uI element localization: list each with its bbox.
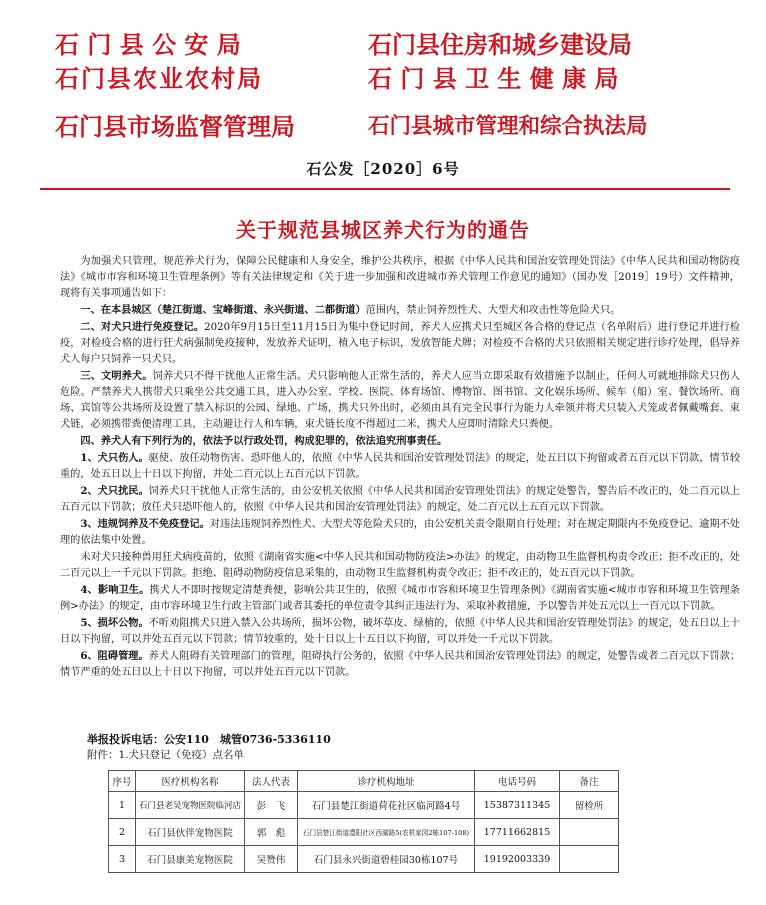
col-header-clinic-name: 医疗机构名称 xyxy=(136,771,245,792)
col-header-index: 序号 xyxy=(109,771,136,792)
paragraph-sub-2: 2、犬只扰民。饲养犬只干扰他人正常生活的，由公安机关依照《中华人民共和国治安管理处罚法》的规定处警告，警告后不改正的，处二百元以上五百元以下罚款；放任犬只恐吓他人的，依照《中华人民共和国治安管理处罚法》的规定，处二百元以上五百元以下罚款。 xyxy=(60,485,740,513)
cell-clinic-name: 石门县老吴宠物医院临河店 xyxy=(136,792,245,819)
header-agency-left-3: 石门县市场监督管理局 xyxy=(55,112,295,141)
paragraph-sub-3: 3、违规饲养及不免疫登记。对违法违规饲养烈性犬、大型犬等危险犬只的，由公安机关责令限期自行处理；对在规定期限内不免疫登记、逾期不处理的依法集中处置。 xyxy=(60,518,740,546)
paragraph-intro: 为加强犬只管理，规范养犬行为，保障公民健康和人身安全，维护公共秩序，根据《中华人民共和国治安管理处罚法》《中华人民共和国动物防疫法》《城市市容和环境卫生管理条例》等有关法律规定和《关于进一步加强和改进城市养犬管理工作意见的通知》（国办发［2019］19号）文件精神，现将有关事项通告如下： xyxy=(60,256,740,299)
cell-legal-rep: 郭 彪 xyxy=(245,819,298,846)
cell-legal-rep: 吴赞伟 xyxy=(245,846,298,873)
paragraph-sub-6: 6、阻碍管理。养犬人阻碍有关管理部门的管理，阻碍执行公务的，依照《中华人民共和国治安管理处罚法》的规定，处警告或者二百元以下罚款；情节严重的处五日以上十日以下拘留，可以并处五百元以下罚款。 xyxy=(60,650,740,678)
header-agency-right-3: 石门县城市管理和综合执法局 xyxy=(368,114,648,139)
table-row xyxy=(109,792,619,819)
paragraph-sub-4: 4、影响卫生。携犬人不即时按规定清楚粪便，影响公共卫生的，依照《城市市容和环境卫生管理条例》《湖南省实施<城市市容和环境卫生管理条例>办法》的规定，由市容环境卫生行政主管部门或者其委托的单位责令其纠正违法行为、采取补救措施，予以警告并处五元以上一百元以下罚款。 xyxy=(60,584,740,612)
cell-phone: 15387311345 xyxy=(475,792,560,819)
cell-index: 3 xyxy=(109,846,136,873)
col-header-address: 诊疗机构地址 xyxy=(298,771,475,792)
cell-remark: 留检所 xyxy=(560,792,619,819)
cell-legal-rep: 彭 飞 xyxy=(245,792,298,819)
cell-clinic-name: 石门县康美宠物医院 xyxy=(136,846,245,873)
attachment-caption: 附件：1.犬只登记（免疫）点名单 xyxy=(87,749,245,761)
cell-phone: 17711662815 xyxy=(475,819,560,846)
cell-address: 石门县永兴街道碧桂园30栋107号 xyxy=(298,846,475,873)
cell-remark xyxy=(560,819,619,846)
document-number: 石公发［2020］6号 xyxy=(306,160,460,178)
table-row xyxy=(109,846,619,873)
paragraph-sub-1: 1、犬只伤人。驱使、放任动物伤害、恐吓他人的，依照《中华人民共和国治安管理处罚法》的规定，处五日以下拘留或者五百元以下罚款，情节较重的，处五日以上十日以下拘留，并处二百元以上五百元以下罚款。 xyxy=(60,452,740,480)
cell-phone: 19192003339 xyxy=(475,846,560,873)
paragraph-sub-3-cont: 未对犬只接种兽用狂犬病疫苗的，依照《湖南省实施<中华人民共和国动物防疫法>办法》的规定，由动物卫生监督机构责令改正；拒不改正的，处二百元以上一千元以下罚款。拒绝、阻碍动物防疫信息采集的，由动物卫生监督机构责令改正；拒不改正的，处五百元以下罚款。 xyxy=(60,552,740,579)
paragraph-item-2: 二、对犬只进行免疫登记。2020年9月15日至11月15日为集中登记时间，养犬人应携犬只至城区各合格的登记点（名单附后）进行登记并进行检疫，对检疫合格的进行狂犬病强制免疫接种，发放养犬证明，植入电子标识，发放智能犬牌；对检疫不合格的犬只依照相关规定进行诊疗处理，倡导养犬人每户只饲养一只犬只。 xyxy=(60,321,740,365)
header-agency-left-2: 石门县农业农村局 xyxy=(55,64,263,93)
cell-address: 石门县楚江街道荷花社区临河路4号 xyxy=(298,792,475,819)
header-agency-left-1: 石 门 县 公 安 局 xyxy=(55,30,241,59)
table-header-row xyxy=(109,771,619,792)
col-header-phone: 电话号码 xyxy=(475,771,560,792)
cell-address: 石门县楚江街道澧阳社区西湖路5(农机家园2栋107-108) xyxy=(298,819,475,846)
cell-index: 1 xyxy=(109,792,136,819)
header-agency-right-2: 石 门 县 卫 生 健 康 局 xyxy=(368,64,619,93)
cell-remark xyxy=(560,846,619,873)
cell-clinic-name: 石门县伙伴宠物医院 xyxy=(136,819,245,846)
cell-index: 2 xyxy=(109,819,136,846)
col-header-remark: 备注 xyxy=(560,771,619,792)
table-row xyxy=(109,819,619,846)
notice-body xyxy=(60,253,740,681)
notice-title: 关于规范县城区养犬行为的通告 xyxy=(236,218,530,242)
report-hotline: 举报投诉电话：公安110 城管0736-5336110 xyxy=(87,733,331,746)
paragraph-item-1: 一、在本县城区（楚江街道、宝峰街道、永兴街道、二都街道）范围内，禁止饲养烈性犬、大型犬和攻击性等危险犬只。 xyxy=(80,304,621,316)
col-header-legal-rep: 法人代表 xyxy=(245,771,298,792)
header-agency-right-1: 石门县住房和城乡建设局 xyxy=(368,30,632,59)
paragraph-item-4: 四、养犬人有下列行为的，依法予以行政处罚，构成犯罪的，依法追究刑事责任。 xyxy=(80,435,448,447)
registration-points-table xyxy=(108,770,619,873)
red-divider-line xyxy=(40,188,730,190)
paragraph-sub-5: 5、损坏公物。不听劝阻携犬只进入禁入公共场所，损坏公物，破坏草皮、绿植的，依照《中华人民共和国治安管理处罚法》的规定，处五日以上十日以下拘留，可以并处五百元以下罚款；情节较重的，处十日以上十五日以下拘留，可以并处一千元以下罚款。 xyxy=(60,617,740,645)
paragraph-item-3: 三、文明养犬。饲养犬只不得干扰他人正常生活。犬只影响他人正常生活的，养犬人应当立即采取有效措施予以制止，任何人可就地排除犬只伤人危险。严禁养犬人携带犬只乘坐公共交通工具，进入办公室、学校、医院、体育场馆、博物馆、图书馆、文化娱乐场所、候车（船）室、餐饮场所、商场、宾馆等公共场所及设置了禁入标识的公园、绿地、广场，携犬只外出时，必须由具有完全民事行为能力人牵领并将犬只装入犬笼或者佩戴嘴套、束犬链，必须携带粪便清理工具，主动避让行人和车辆，束犬链长度不得超过二米，携犬人应即时清除犬只粪便。 xyxy=(60,370,741,430)
